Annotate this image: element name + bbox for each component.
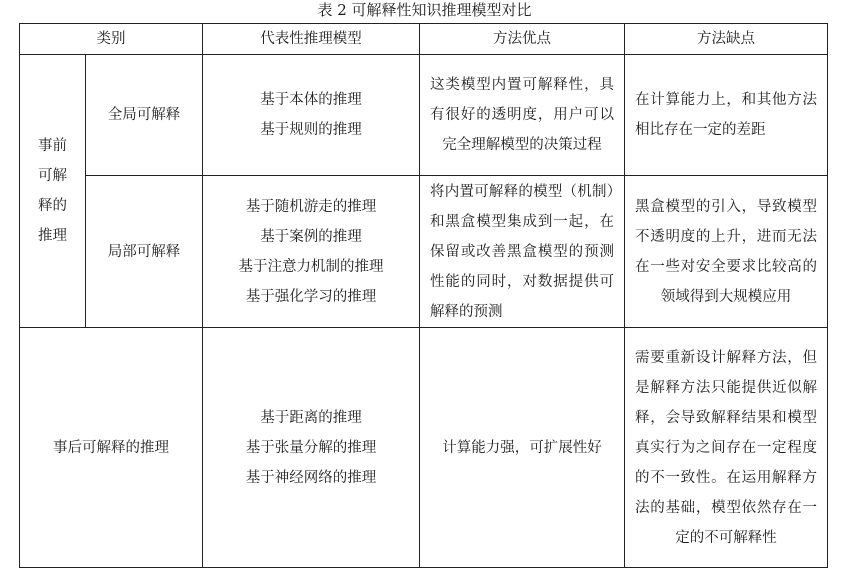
- posthoc-models-cell: [203, 328, 420, 568]
- global-category-cell: 全局可解释: [86, 55, 203, 176]
- header-cons: 方法缺点: [625, 24, 828, 55]
- model-item: 基于张量分解的推理: [245, 439, 377, 456]
- local-category-cell: 局部可解释: [86, 176, 203, 328]
- local-models-cell: [203, 176, 420, 328]
- posthoc-category-cell: 事后可解释的推理: [20, 328, 203, 568]
- model-item: 基于案例的推理: [260, 228, 362, 245]
- table-row-global: [20, 55, 828, 176]
- table-row-local: [20, 176, 828, 328]
- global-cons-cell: 在计算能力上，和其他方法相比存在一定的差距: [625, 55, 828, 176]
- model-item: 基于规则的推理: [260, 122, 362, 138]
- prior-label-line: 推理: [38, 228, 67, 244]
- header-row: [20, 24, 828, 55]
- prior-label-line: 事前: [38, 138, 67, 154]
- comparison-table: [19, 23, 828, 568]
- global-models-cell: [203, 55, 420, 176]
- table-caption: 表 2 可解释性知识推理模型对比: [317, 1, 532, 19]
- posthoc-cons-cell: 需要重新设计解释方法，但是解释方法只能提供近似解释，会导致解释结果和模型真实行为之间存在一定程度的不一致性。在运用解释方法的基础，模型依然存在一定的不可解释性: [625, 328, 828, 568]
- prior-label-line: 可解: [38, 168, 67, 184]
- model-item: 基于注意力机制的推理: [238, 258, 384, 275]
- model-item: 基于强化学习的推理: [245, 288, 377, 305]
- global-pros-cell: 这类模型内置可解释性，具有很好的透明度，用户可以完全理解模型的决策过程: [420, 55, 625, 176]
- local-cons-cell: 黑盒模型的引入，导致模型不透明度的上升，进而无法在一些对安全要求比较高的领域得到大规模应用: [625, 176, 828, 328]
- model-item: 基于距离的推理: [260, 409, 362, 426]
- model-item: 基于随机游走的推理: [245, 198, 377, 215]
- posthoc-pros-cell: 计算能力强，可扩展性好: [420, 328, 625, 568]
- table-row-posthoc: [20, 328, 828, 568]
- model-item: 基于本体的推理: [260, 92, 362, 108]
- model-item: 基于神经网络的推理: [245, 469, 377, 486]
- header-pros: 方法优点: [420, 24, 625, 55]
- header-models: 代表性推理模型: [203, 24, 420, 55]
- prior-category-cell: [20, 55, 86, 328]
- header-category: 类别: [20, 24, 203, 55]
- local-pros-cell: 将内置可解释的模型（机制）和黑盒模型集成到一起，在保留或改善黑盒模型的预测性能的同时，对数据提供可解释的预测: [420, 176, 625, 328]
- prior-label-line: 释的: [38, 198, 67, 214]
